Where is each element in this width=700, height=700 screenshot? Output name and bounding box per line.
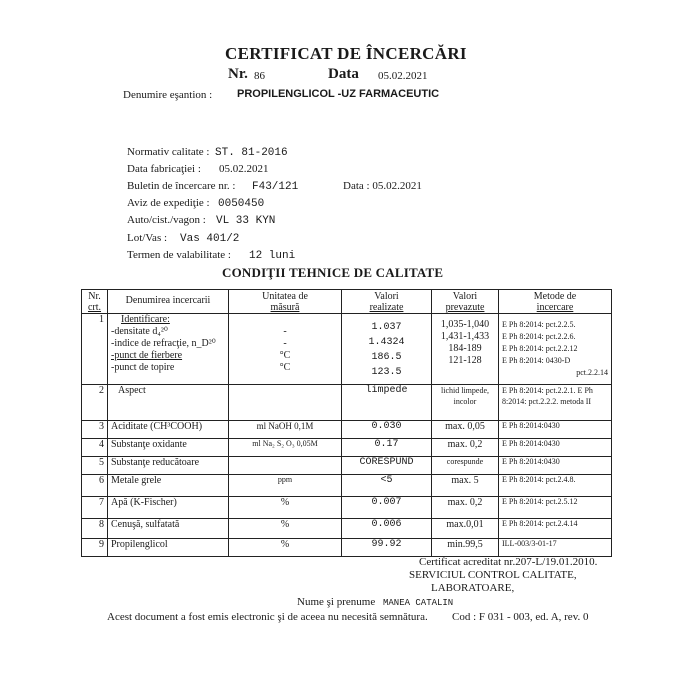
sample-name-value: PROPILENGLICOL -UZ FARMACEUTIC: [237, 88, 440, 100]
row-valori-prevazute: max. 0,05: [432, 421, 499, 439]
row-nr: 1: [82, 314, 108, 385]
table-row: [82, 314, 612, 385]
row-metode: E Ph 8:2014:0430: [499, 457, 612, 475]
header-metode: Metode de incercare: [499, 290, 612, 314]
row-metode: E Ph 8:2014: pct.2.4.8.: [499, 475, 612, 497]
row-nr: 3: [82, 421, 108, 439]
row-unitate: ml NaOH 0,1M: [229, 421, 342, 439]
name-value: MANEA CATALIN: [383, 598, 454, 608]
service-text: SERVICIUL CONTROL CALITATE,: [409, 569, 577, 581]
row-valori-realizate: 0.007: [342, 497, 432, 519]
table-row: [82, 475, 612, 497]
termen-value: 12 luni: [249, 250, 296, 262]
buletin-date: Data : 05.02.2021: [343, 180, 422, 192]
buletin-label: Buletin de încercare nr. :: [127, 180, 236, 192]
lot-label: Lot/Vas :: [127, 232, 168, 244]
normativ-value: ST. 81-2016: [215, 147, 288, 159]
nr-label: Nr.: [228, 66, 248, 82]
fabricatie-value: 05.02.2021: [219, 163, 269, 175]
aviz-label: Aviz de expediţie :: [127, 197, 210, 209]
row-unitate: ml Na₂ S₂ O₃ 0,05M: [229, 439, 342, 457]
table-row: [82, 385, 612, 421]
laboratories-text: LABORATOARE,: [431, 582, 515, 594]
auto-value: VL 33 KYN: [216, 215, 276, 227]
row-valori-realizate: <5: [342, 475, 432, 497]
row-unitate: - - °C °C: [229, 314, 342, 385]
row-valori-prevazute: max. 0,2: [432, 497, 499, 519]
termen-label: Termen de valabilitate :: [127, 249, 231, 261]
sample-name-label: Denumire eşantion :: [123, 89, 213, 101]
certificate-title: CERTIFICAT DE ÎNCERCĂRI: [225, 44, 467, 63]
header-unitate: Unitatea de măsură: [229, 290, 342, 314]
row-valori-prevazute: lichid limpede, incolor: [432, 385, 499, 421]
form-code: Cod : F 031 - 003, ed. A, rev. 0: [452, 611, 589, 623]
data-value: 05.02.2021: [378, 70, 428, 82]
row-denumire: Metale grele: [108, 475, 229, 497]
row-metode: E Ph 8:2014:0430: [499, 439, 612, 457]
row-valori-realizate: 0.030: [342, 421, 432, 439]
lot-value: Vas 401/2: [180, 233, 240, 245]
row-nr: 5: [82, 457, 108, 475]
row-nr: 2: [82, 385, 108, 421]
row-nr: 9: [82, 539, 108, 557]
row-valori-prevazute: max.0,01: [432, 519, 499, 539]
row-nr: 6: [82, 475, 108, 497]
row-unitate: [229, 457, 342, 475]
electronic-notice: Acest document a fost emis electronic şi de aceea nu necesită semnătura.: [107, 611, 428, 623]
table-row: [82, 421, 612, 439]
row-valori-realizate: 99.92: [342, 539, 432, 557]
row-nr: 7: [82, 497, 108, 519]
table-header-row: [82, 290, 612, 314]
row-denumire: Apă (K-Fischer): [108, 497, 229, 519]
row-metode: E Ph 8:2014: pct.2.2.5. E Ph 8:2014: pct.2.2.6. E Ph 8:2014: pct.2.2.12 E Ph 8:2014: 0430-D pct.2.2.14: [499, 314, 612, 385]
row-valori-prevazute: max. 0,2: [432, 439, 499, 457]
table-row: [82, 439, 612, 457]
table-row: [82, 539, 612, 557]
row-valori-realizate: 0.006: [342, 519, 432, 539]
row-denumire: Substanţe reducătoare: [108, 457, 229, 475]
row-valori-realizate: 0.17: [342, 439, 432, 457]
section-title: CONDIŢII TEHNICE DE CALITATE: [222, 265, 444, 280]
row-denumire: Identificare: -densitate d₄²⁰ -indice de refracţie, n_D²⁰ -punct de fierbere -punct de topire: [108, 314, 229, 385]
row-denumire: Aspect: [108, 385, 229, 421]
row-denumire: Aciditate (CH³COOH): [108, 421, 229, 439]
nr-value: 86: [254, 70, 265, 82]
auto-label: Auto/cist./vagon :: [127, 214, 206, 226]
row-nr: 8: [82, 519, 108, 539]
row-metode: E Ph 8:2014:0430: [499, 421, 612, 439]
header-valori-prevazute: Valori prevazute: [432, 290, 499, 314]
header-denumire: Denumirea incercarii: [108, 290, 229, 314]
aviz-value: 0050450: [218, 198, 265, 210]
data-label: Data: [328, 66, 359, 82]
row-unitate: %: [229, 519, 342, 539]
row-nr: 4: [82, 439, 108, 457]
buletin-value: F43/121: [252, 181, 299, 193]
table-row: [82, 497, 612, 519]
row-unitate: [229, 385, 342, 421]
row-valori-realizate: 1.037 1.4324 186.5 123.5: [342, 314, 432, 385]
header-nr: Nr. crt.: [82, 290, 108, 314]
table-row: [82, 457, 612, 475]
row-valori-prevazute: min.99,5: [432, 539, 499, 557]
row-denumire: Substanţe oxidante: [108, 439, 229, 457]
table-row: [82, 519, 612, 539]
row-valori-realizate: CORESPUND: [342, 457, 432, 475]
row-valori-realizate: limpede: [342, 385, 432, 421]
name-label: Nume şi prenume: [297, 596, 376, 608]
row-unitate: %: [229, 497, 342, 519]
row-valori-prevazute: corespunde: [432, 457, 499, 475]
fabricatie-label: Data fabricaţiei :: [127, 163, 201, 175]
quality-table: [81, 289, 612, 557]
normativ-label: Normativ calitate :: [127, 146, 210, 158]
row-metode: ILL-003/3-01-17: [499, 539, 612, 557]
row-denumire: Cenuşă, sulfatată: [108, 519, 229, 539]
row-metode: E Ph 8:2014: pct.2.5.12: [499, 497, 612, 519]
row-metode: E Ph 8:2014: pct.2.4.14: [499, 519, 612, 539]
row-denumire: Propilenglicol: [108, 539, 229, 557]
accreditation-text: Certificat acreditat nr.207-L/19.01.2010.: [419, 556, 598, 568]
row-unitate: ppm: [229, 475, 342, 497]
header-valori-realizate: Valori realizate: [342, 290, 432, 314]
row-valori-prevazute: max. 5: [432, 475, 499, 497]
row-metode: E Ph 8:2014: pct.2.2.1. E Ph 8:2014: pct.2.2.2. metoda II: [499, 385, 612, 421]
row-valori-prevazute: 1,035-1,040 1,431-1,433 184-189 121-128: [432, 314, 499, 385]
row-unitate: %: [229, 539, 342, 557]
